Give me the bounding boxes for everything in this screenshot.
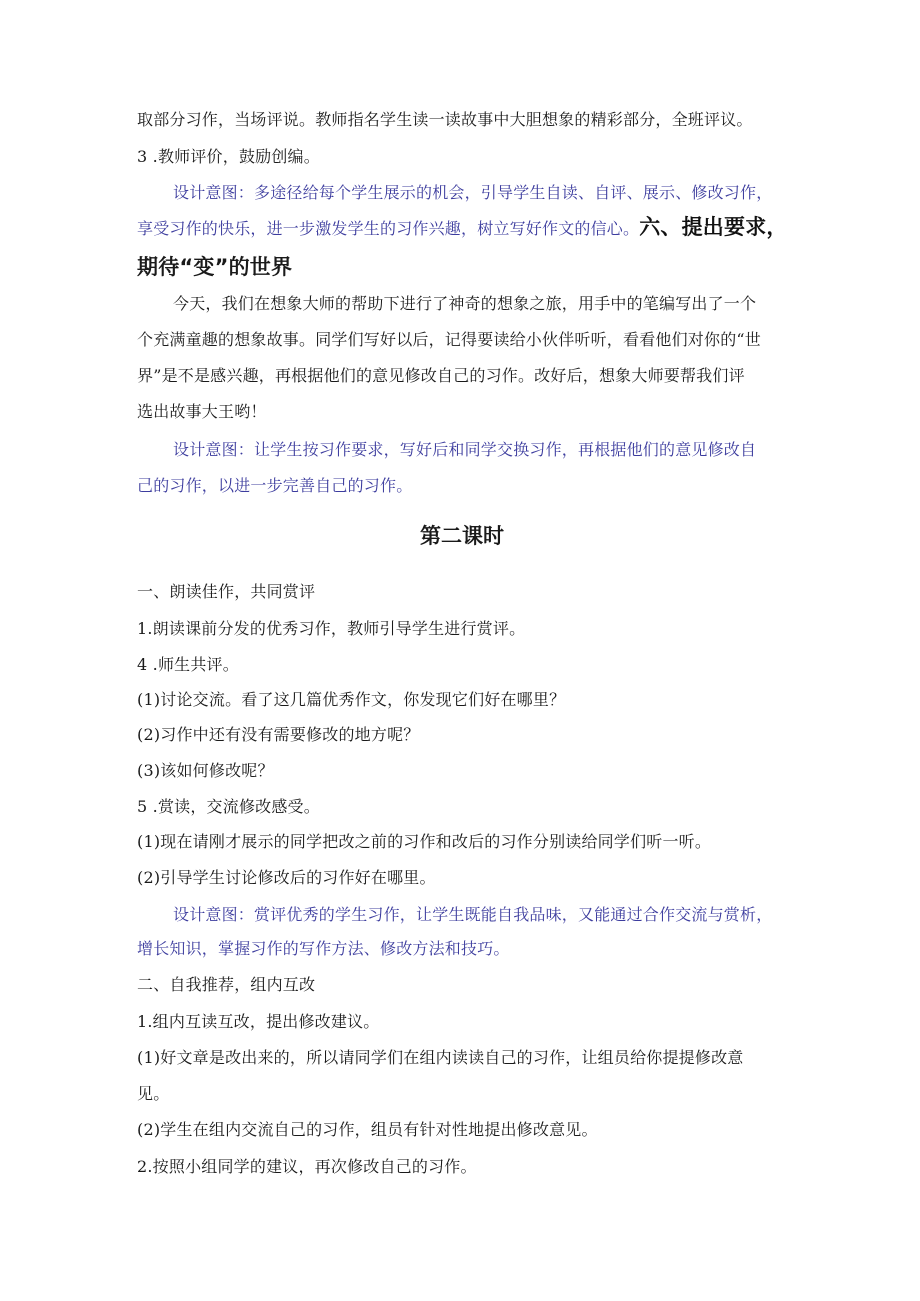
list-item: (2)学生在组内交流自己的习作，组员有针对性地提出修改意见。 <box>137 1120 598 1139</box>
list-item: 见。 <box>137 1084 170 1103</box>
list-item: 4 .师生共评。 <box>137 655 239 674</box>
list-item: (1)讨论交流。看了这几篇优秀作文，你发现它们好在哪里？ <box>137 690 566 709</box>
design-intent-line: 设计意图：让学生按习作要求，写好后和同学交换习作，再根据他们的意见修改自 <box>173 440 757 459</box>
design-intent-line: 设计意图：赏评优秀的学生习作，让学生既能自我品味，又能通过合作交流与赏析， <box>173 905 773 924</box>
section-heading: 一、朗读佳作，共同赏评 <box>137 582 316 601</box>
list-item: 3 .教师评价，鼓励创编。 <box>137 147 320 166</box>
design-intent-text: 享受习作的快乐，进一步激发学生的习作兴趣，树立写好作文的信心。 <box>137 219 640 238</box>
list-item: (2)习作中还有没有需要修改的地方呢？ <box>137 725 420 744</box>
design-intent-line: 己的习作，以进一步完善自己的习作。 <box>137 476 413 495</box>
design-intent-line <box>137 215 787 241</box>
paragraph-line: 个充满童趣的想象故事。同学们写好以后，记得要读给小伙伴听听，看看他们对你的“世 <box>137 330 761 349</box>
design-intent-line: 设计意图：多途径给每个学生展示的机会，引导学生自读、自评、展示、修改习作， <box>173 183 773 202</box>
list-item: 1.组内互读互改，提出修改建议。 <box>137 1012 380 1031</box>
list-item: (3)该如何修改呢？ <box>137 761 274 780</box>
paragraph-line: 选出故事大王哟！ <box>137 402 267 421</box>
section-heading: 期待“变”的世界 <box>137 255 293 279</box>
list-item: 5 .赏读，交流修改感受。 <box>137 797 320 816</box>
design-intent-line: 增长知识，掌握习作的写作方法、修改方法和技巧。 <box>137 939 510 958</box>
list-item: (1)好文章是改出来的，所以请同学们在组内读读自己的习作，让组员给你提提修改意 <box>137 1048 744 1067</box>
paragraph-line: 取部分习作，当场评说。教师指名学生读一读故事中大胆想象的精彩部分，全班评议。 <box>137 110 753 129</box>
lesson-title: 第二课时 <box>420 524 504 548</box>
paragraph-line: 界”是不是感兴趣，再根据他们的意见修改自己的习作。改好后，想象大师要帮我们评 <box>137 366 745 385</box>
section-heading: 六、提出要求， <box>639 215 788 239</box>
section-heading: 二、自我推荐，组内互改 <box>137 975 316 994</box>
list-item: (1)现在请刚才展示的同学把改之前的习作和改后的习作分别读给同学们听一听。 <box>137 832 712 851</box>
list-item: (2)引导学生讨论修改后的习作好在哪里。 <box>137 868 436 887</box>
list-item: 1.朗读课前分发的优秀习作，教师引导学生进行赏评。 <box>137 619 526 638</box>
list-item: 2.按照小组同学的建议，再次修改自己的习作。 <box>137 1157 477 1176</box>
paragraph-line: 今天，我们在想象大师的帮助下进行了神奇的想象之旅，用手中的笔编写出了一个 <box>173 294 757 313</box>
